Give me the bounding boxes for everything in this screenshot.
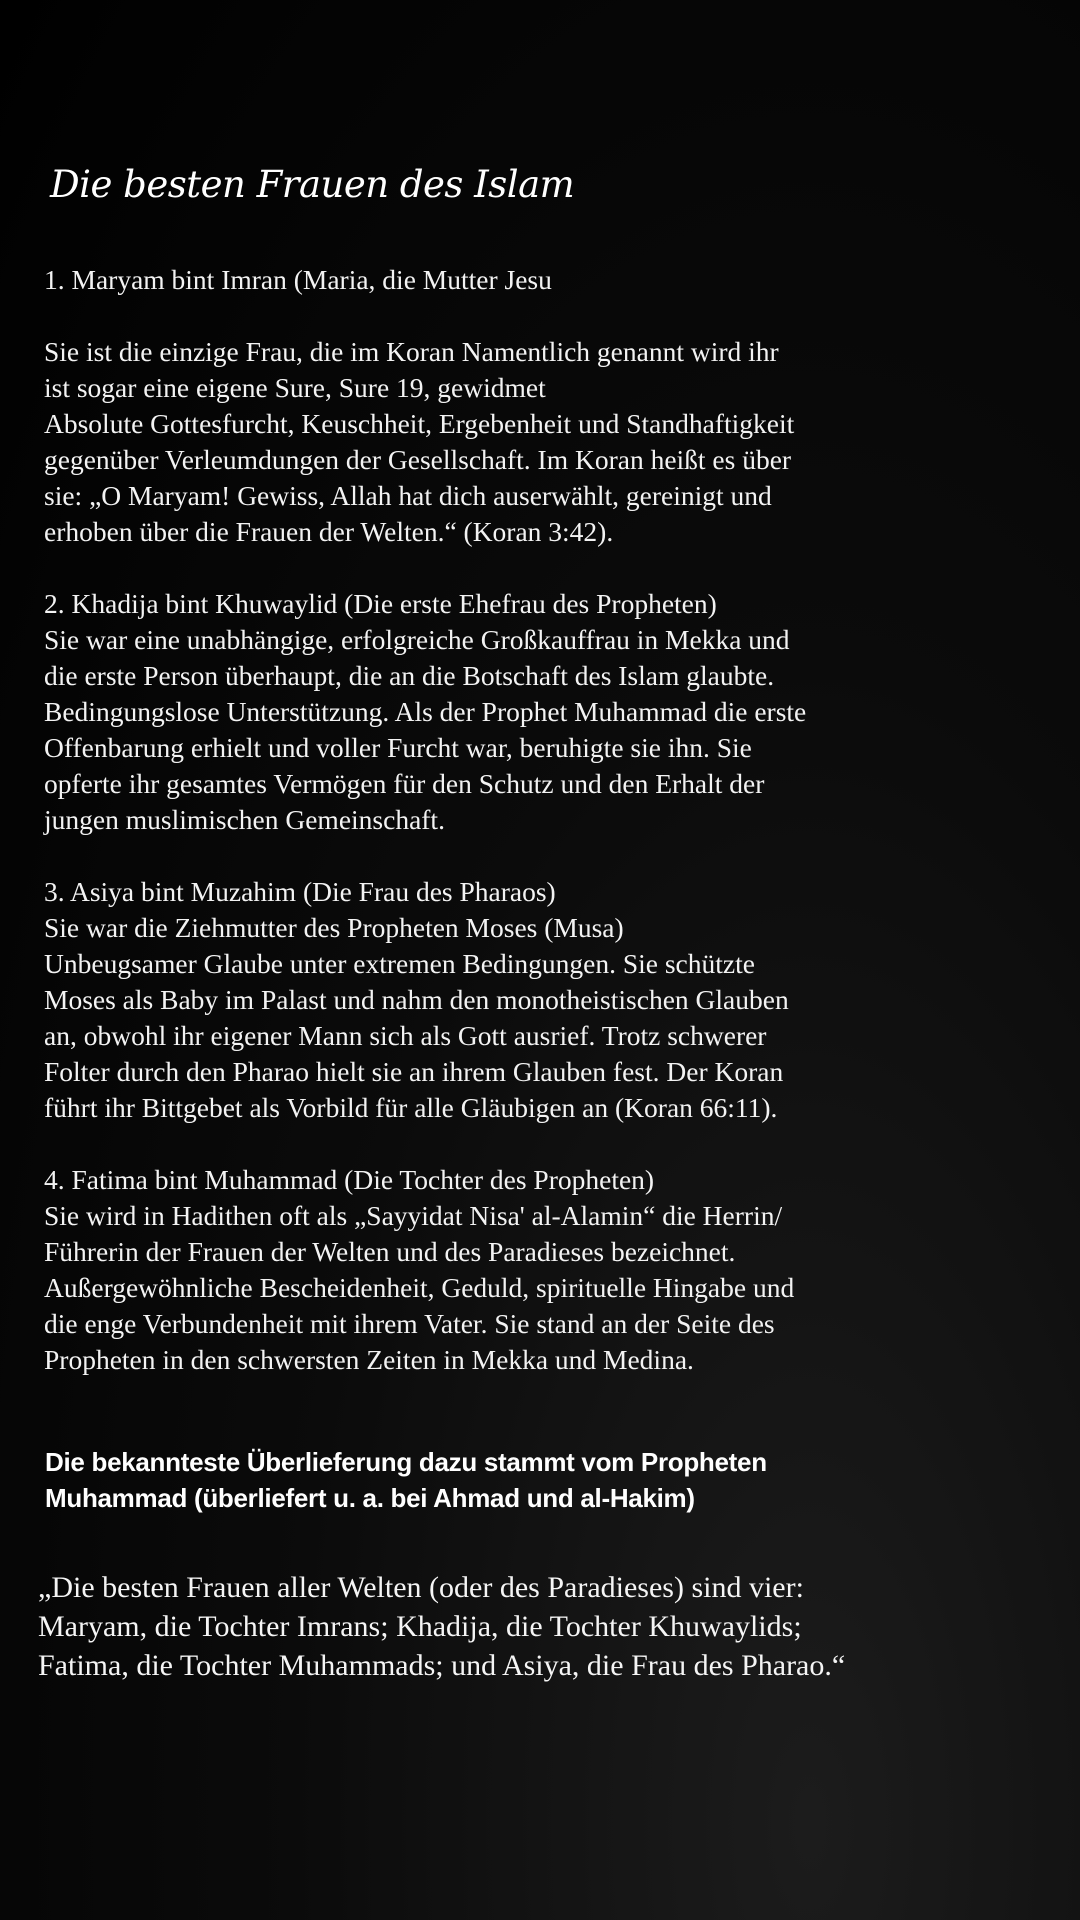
text-line: Unbeugsamer Glaube unter extremen Bedingungen. Sie schützte bbox=[44, 948, 755, 979]
text-line: Propheten in den schwersten Zeiten in Mekka und Medina. bbox=[44, 1344, 694, 1375]
text-line: Moses als Baby im Palast und nahm den monotheistischen Glauben bbox=[44, 984, 789, 1015]
section-fatima bbox=[44, 1162, 904, 1378]
text-line: 3. Asiya bint Muzahim (Die Frau des Pharaos) bbox=[44, 876, 556, 907]
heading-line: Die bekannteste Überlieferung dazu stammt vom Propheten bbox=[45, 1447, 767, 1477]
text-line: 4. Fatima bint Muhammad (Die Tochter des Propheten) bbox=[44, 1164, 655, 1195]
section-asiya bbox=[44, 874, 904, 1126]
text-line: Außergewöhnliche Bescheidenheit, Geduld, spirituelle Hingabe und bbox=[44, 1272, 795, 1303]
text-line: Führerin der Frauen der Welten und des Paradieses bezeichnet. bbox=[44, 1236, 736, 1267]
text-line: die enge Verbundenheit mit ihrem Vater. Sie stand an der Seite des bbox=[44, 1308, 775, 1339]
text-line: ist sogar eine eigene Sure, Sure 19, gewidmet bbox=[44, 372, 546, 403]
text-line: die erste Person überhaupt, die an die Botschaft des Islam glaubte. bbox=[44, 660, 775, 691]
text-line: an, obwohl ihr eigener Mann sich als Gott ausrief. Trotz schwerer bbox=[44, 1020, 767, 1051]
section-maryam-heading bbox=[44, 262, 904, 298]
hadith-quote bbox=[38, 1568, 1038, 1685]
article-body bbox=[44, 262, 904, 1414]
text-line: 1. Maryam bint Imran (Maria, die Mutter Jesu bbox=[44, 264, 552, 295]
text-line: erhoben über die Frauen der Welten.“ (Koran 3:42). bbox=[44, 516, 614, 547]
tradition-heading bbox=[45, 1444, 945, 1516]
heading-line: Muhammad (überliefert u. a. bei Ahmad und al-Hakim) bbox=[45, 1483, 695, 1513]
text-line: Offenbarung erhielt und voller Furcht war, beruhigte sie ihn. Sie bbox=[44, 732, 752, 763]
section-khadija bbox=[44, 586, 904, 838]
quote-line: „Die besten Frauen aller Welten (oder des Paradieses) sind vier: bbox=[38, 1571, 804, 1604]
text-line: Sie war eine unabhängige, erfolgreiche Großkauffrau in Mekka und bbox=[44, 624, 790, 655]
text-line: Folter durch den Pharao hielt sie an ihrem Glauben fest. Der Koran bbox=[44, 1056, 784, 1087]
text-line: jungen muslimischen Gemeinschaft. bbox=[44, 804, 445, 835]
text-line: Bedingungslose Unterstützung. Als der Prophet Muhammad die erste bbox=[44, 696, 807, 727]
section-maryam-text bbox=[44, 334, 904, 550]
text-line: opferte ihr gesamtes Vermögen für den Schutz und den Erhalt der bbox=[44, 768, 765, 799]
text-line: 2. Khadija bint Khuwaylid (Die erste Ehefrau des Propheten) bbox=[44, 588, 717, 619]
page-title: Die besten Frauen des Islam bbox=[50, 163, 575, 206]
text-line: führt ihr Bittgebet als Vorbild für alle Gläubigen an (Koran 66:11). bbox=[44, 1092, 778, 1123]
text-line: Sie wird in Hadithen oft als „Sayyidat Nisa' al-Alamin“ die Herrin/ bbox=[44, 1200, 783, 1231]
text-line: Absolute Gottesfurcht, Keuschheit, Ergebenheit und Standhaftigkeit bbox=[44, 408, 795, 439]
text-line: Sie ist die einzige Frau, die im Koran Namentlich genannt wird ihr bbox=[44, 336, 779, 367]
text-line: gegenüber Verleumdungen der Gesellschaft. Im Koran heißt es über bbox=[44, 444, 792, 475]
quote-line: Fatima, die Tochter Muhammads; und Asiya, die Frau des Pharao.“ bbox=[38, 1649, 846, 1682]
text-line: sie: „O Maryam! Gewiss, Allah hat dich auserwählt, gereinigt und bbox=[44, 480, 772, 511]
text-line: Sie war die Ziehmutter des Propheten Moses (Musa) bbox=[44, 912, 624, 943]
quote-line: Maryam, die Tochter Imrans; Khadija, die Tochter Khuwaylids; bbox=[38, 1610, 802, 1643]
